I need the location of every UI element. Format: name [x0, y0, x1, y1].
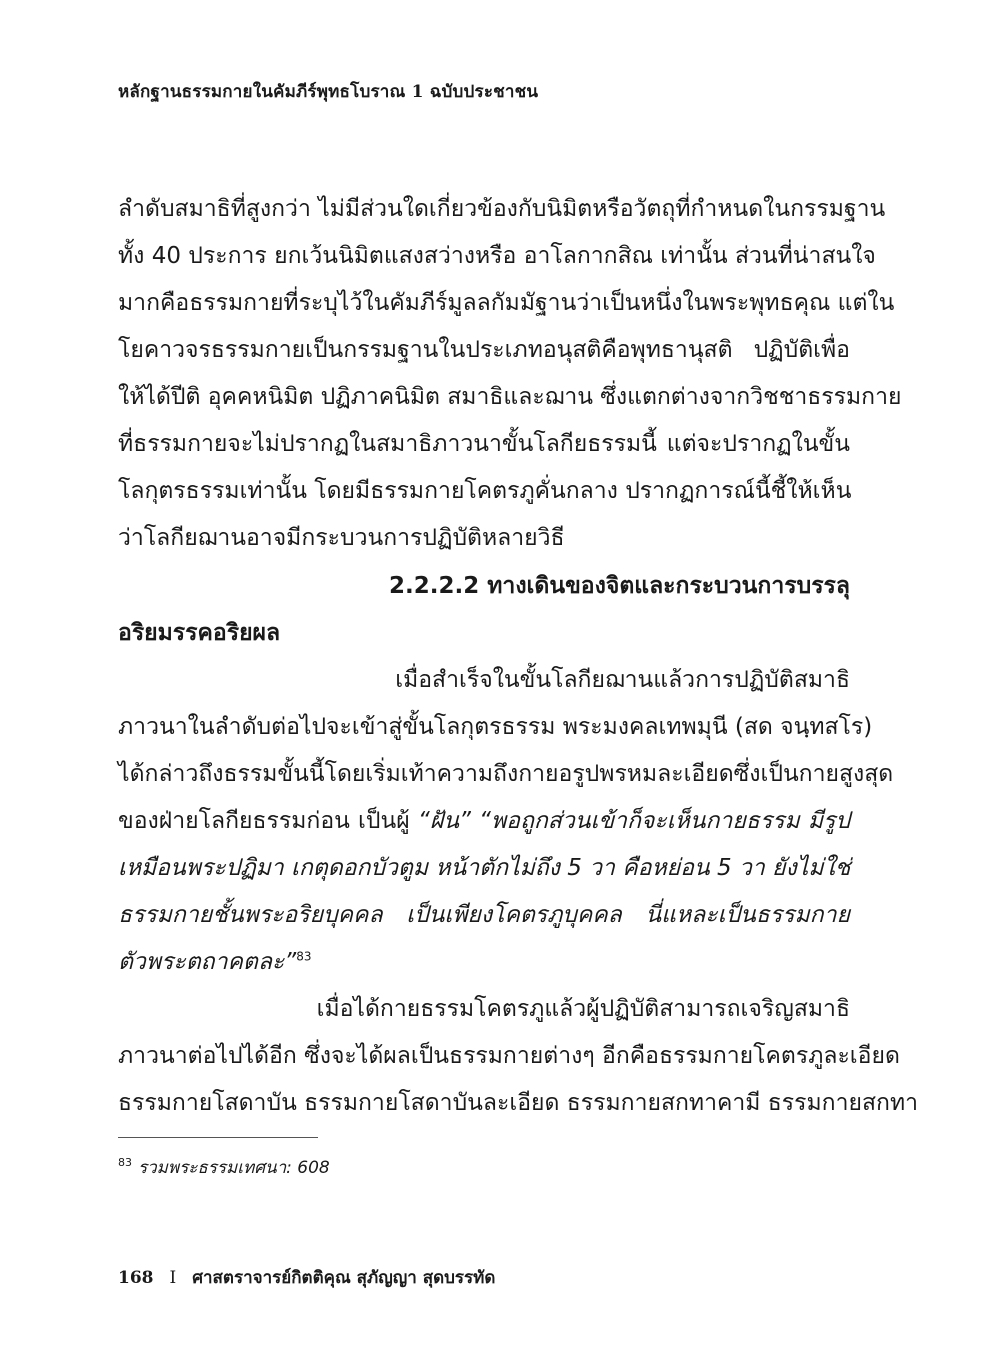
body-line: ได้กล่าวถึงธรรมขั้นนี้โดยเริ่มเท้าความถึงกายอรูปพรหมละเอียดซึ่งเป็นกายสูงสุด — [118, 761, 894, 787]
body-line: โยคาวจรธรรมกายเป็นกรรมฐานในประเภทอนุสติคือพุทธานุสติ ปฏิบัติเพื่อ — [118, 337, 850, 363]
body-line: ที่ธรรมกายจะไม่ปรากฏในสมาธิภาวนาขั้นโลกียธรรมนี้ แต่จะปรากฏในขั้น — [118, 431, 850, 457]
footer-separator: I — [169, 1268, 177, 1288]
footnote-ref[interactable]: 83 — [296, 949, 312, 964]
body-line: ธรรมกายโสดาบัน ธรรมกายโสดาบันละเอียด ธรรมกายสกทาคามี ธรรมกายสกทา — [118, 1090, 919, 1116]
body-line: ภาวนาต่อไปได้อีก ซึ่งจะได้ผลเป็นธรรมกายต่างๆ อีกคือธรรมกายโคตรภูละเอียด — [118, 1043, 900, 1069]
page-number: 168 — [118, 1268, 154, 1288]
page-footer — [118, 1264, 495, 1291]
body-line: ทั้ง 40 ประการ ยกเว้นนิมิตแสงสว่างหรือ อาโลกากสิณ เท่านั้น ส่วนที่น่าสนใจ — [118, 243, 876, 269]
body-line-first: เมื่อสำเร็จในขั้นโลกียฌานแล้วการปฏิบัติสมาธิ — [395, 667, 850, 693]
quotation-text: ตัวพระตถาคตละ” — [118, 949, 297, 975]
quotation-line-last — [118, 946, 850, 978]
body-line: ว่าโลกียฌานอาจมีกระบวนการปฏิบัติหลายวิธี — [118, 525, 565, 551]
body-line: ลำดับสมาธิที่สูงกว่า ไม่มีส่วนใดเกี่ยวข้องกับนิมิตหรือวัตถุที่กำหนดในกรรมฐาน — [118, 196, 886, 222]
body-line: ภาวนาในลำดับต่อไปจะเข้าสู่ขั้นโลกุตรธรรม พระมงคลเทพมุนี (สด จนฺทสโร) — [118, 714, 873, 740]
author-name: ศาสตราจารย์กิตติคุณ สุภัญญา สุดบรรทัด — [192, 1268, 496, 1288]
section-heading: 2.2.2.2 ทางเดินของจิตและกระบวนการบรรลุ — [389, 573, 850, 599]
footnote-number: 83 — [118, 1156, 132, 1170]
body-line: มากคือธรรมกายที่ระบุไว้ในคัมภีร์มูลลกัมมัฐานว่าเป็นหนึ่งในพระพุทธคุณ แต่ใน — [118, 290, 895, 316]
quotation-text: “ฝัน” “พอถูกส่วนเข้าก็จะเห็นกายธรรม มีรูป — [417, 808, 850, 834]
footnote-text: รวมพระธรรมเทศนา: 608 — [138, 1158, 330, 1178]
section-heading-continuation: อริยมรรคอริยผล — [118, 620, 281, 646]
body-line: ให้ได้ปีติ อุคคหนิมิต ปฏิภาคนิมิต สมาธิและฌาน ซึ่งแตกต่างจากวิชชาธรรมกาย — [118, 384, 902, 410]
body-text: ของฝ่ายโลกียธรรมก่อน เป็นผู้ — [118, 808, 418, 834]
body-line: โลกุตรธรรมเท่านั้น โดยมีธรรมกายโคตรภูคั่นกลาง ปรากฏการณ์นี้ชี้ให้เห็น — [118, 478, 852, 504]
quotation-line: ธรรมกายชั้นพระอริยบุคคล เป็นเพียงโคตรภูบุคคล นี่แหละเป็นธรรมกาย — [118, 902, 850, 928]
footnote-divider — [118, 1137, 318, 1138]
running-header: หลักฐานธรรมกายในคัมภีร์พุทธโบราณ 1 ฉบับประชาชน — [118, 82, 539, 102]
quotation-line: เหมือนพระปฏิมา เกตุดอกบัวตูม หน้าตักไม่ถึง 5 วา คือหย่อน 5 วา ยังไม่ใช่ — [118, 855, 851, 881]
footnote — [118, 1154, 330, 1181]
body-line-first: เมื่อได้กายธรรมโคตรภูแล้วผู้ปฏิบัติสามารถเจริญสมาธิ — [316, 996, 850, 1022]
body-line-mixed — [118, 805, 850, 837]
